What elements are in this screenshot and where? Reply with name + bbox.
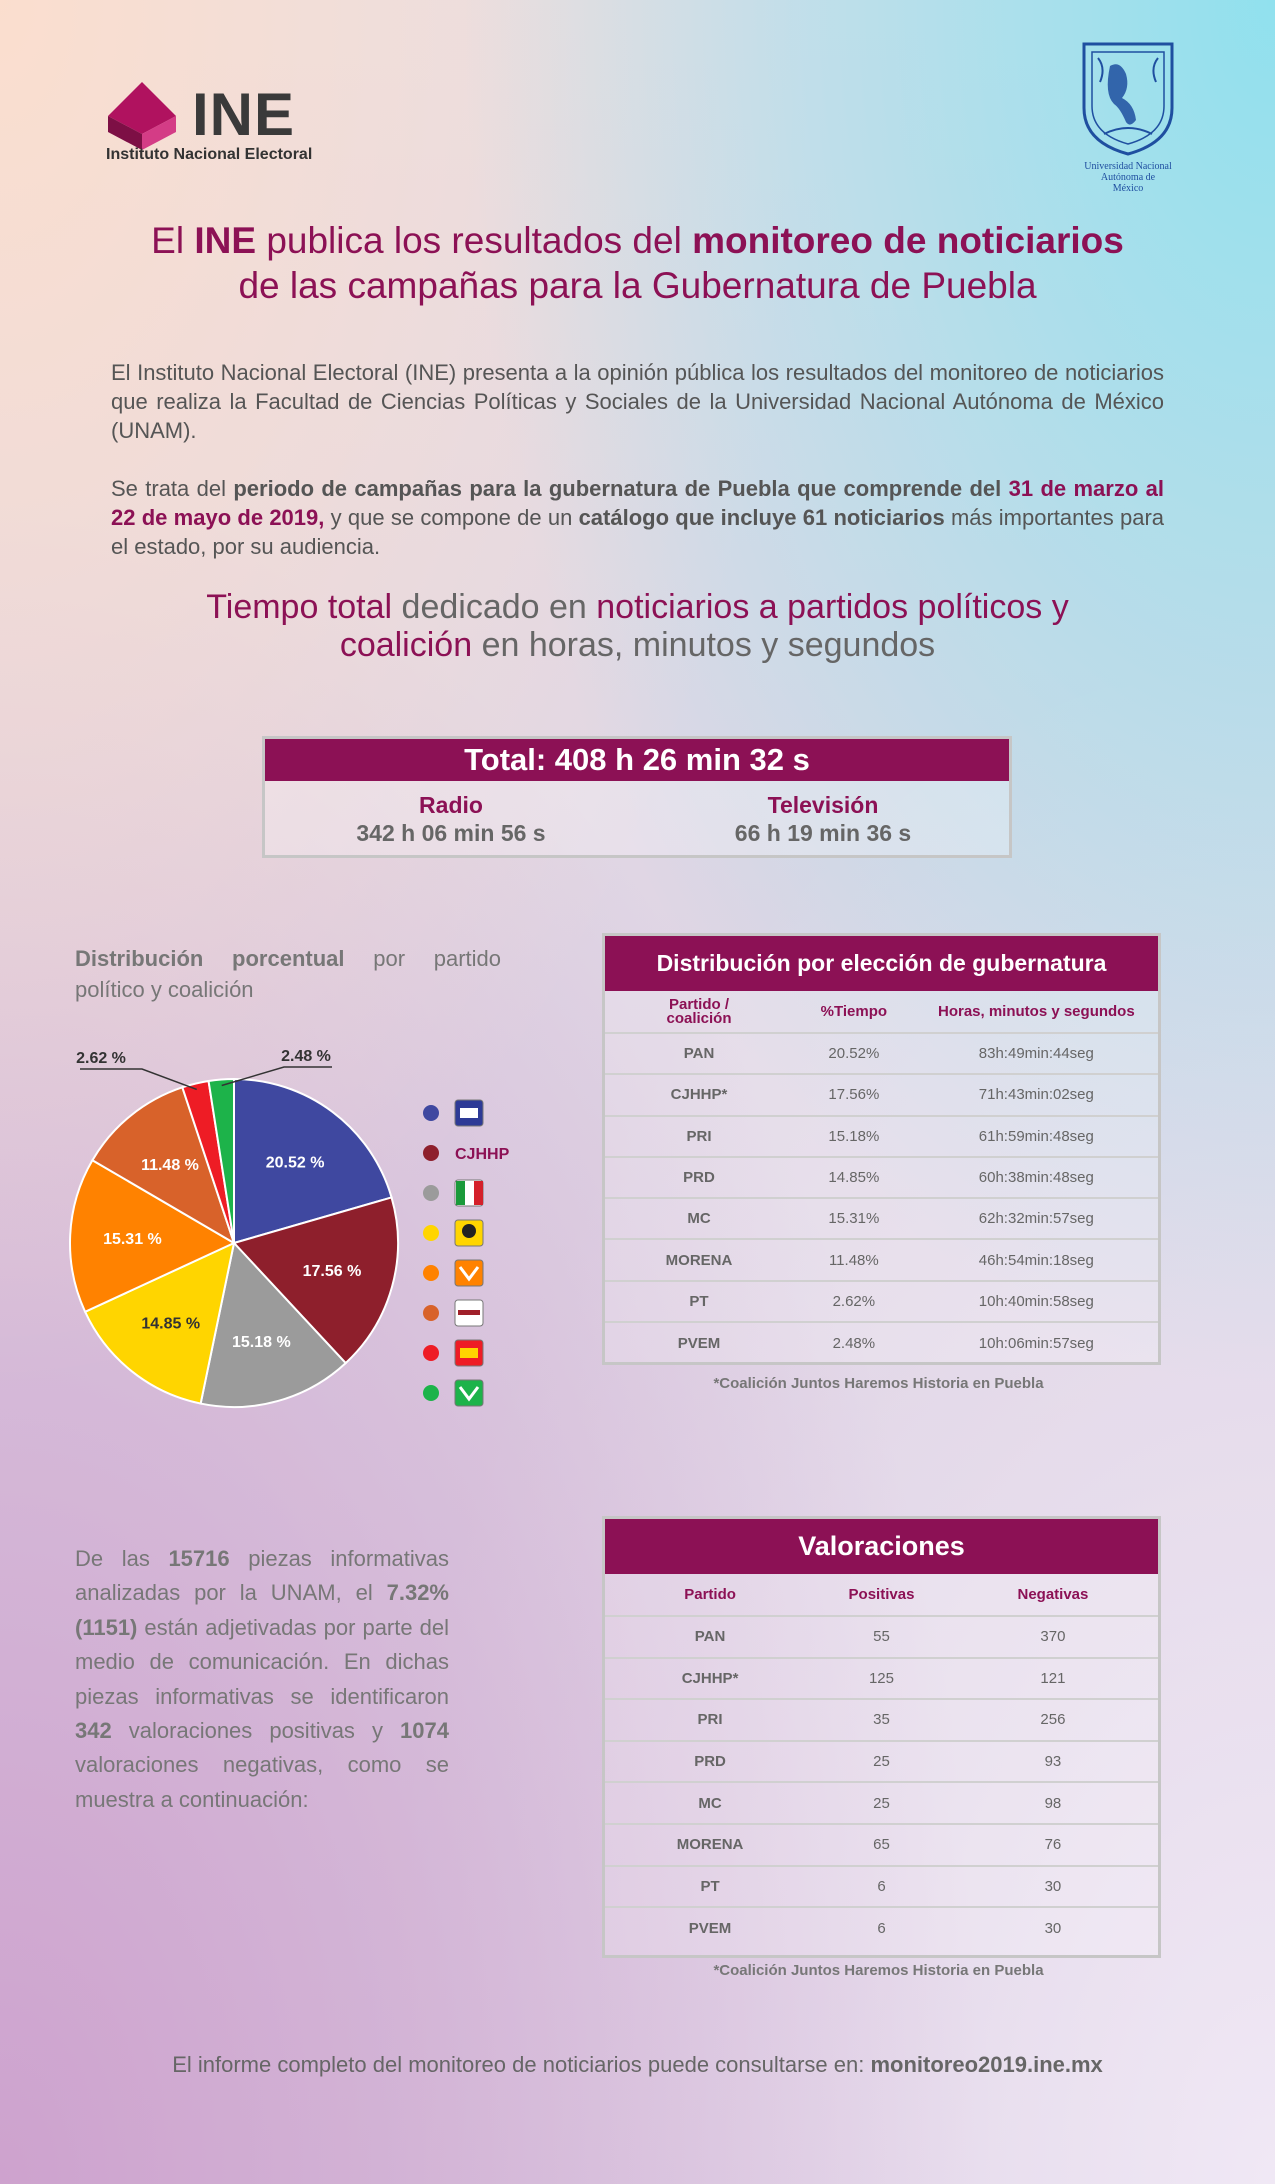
row-positivas: 35 bbox=[873, 1711, 890, 1729]
row-positivas: 55 bbox=[873, 1628, 890, 1646]
footer: El informe completo del monitoreo de noticiarios puede consultarse en: monitoreo2019.ine.mx bbox=[172, 2052, 1103, 2077]
distribution-table bbox=[602, 933, 1161, 1365]
pie-data-label: 15.31 % bbox=[103, 1231, 162, 1249]
unam-line2: Autónoma de bbox=[1100, 172, 1156, 183]
table-row bbox=[605, 1322, 1158, 1363]
legend-dot-mc bbox=[423, 1265, 439, 1281]
row-party: PVEM bbox=[688, 1919, 732, 1937]
row-party: MORENA bbox=[665, 1251, 733, 1269]
legend-label-cjhhp: CJHHP bbox=[455, 1146, 510, 1163]
row-time: 62h:32min:57seg bbox=[978, 1210, 1094, 1228]
pie-data-label: 11.48 % bbox=[141, 1157, 199, 1175]
row-pct: 15.18% bbox=[828, 1127, 880, 1145]
valoraciones-table-title: Valoraciones bbox=[605, 1519, 1158, 1574]
table-row bbox=[605, 1824, 1158, 1866]
unam-logo bbox=[1070, 38, 1186, 198]
intro-paragraph: El Instituto Nacional Electoral (INE) presenta a la opinión pública los resultados del monitoreo de noticiarios que realiza la Facultad de Ciencias Políticas y Sociales de la Universidad Nacional Autónoma de México (UNAM). bbox=[111, 360, 1164, 443]
row-pct: 20.52% bbox=[828, 1045, 880, 1063]
row-negativas: 121 bbox=[1040, 1669, 1066, 1687]
pie-data-label: 15.18 % bbox=[231, 1333, 291, 1351]
tv-total bbox=[637, 791, 1009, 847]
unam-line1: Universidad Nacional bbox=[1084, 161, 1172, 172]
pan-logo-icon bbox=[455, 1100, 483, 1126]
radio-value: 342 h 06 min 56 s bbox=[356, 820, 546, 846]
row-party: PRI bbox=[697, 1711, 723, 1729]
row-party: PRD bbox=[683, 1169, 715, 1187]
table-row bbox=[605, 1741, 1158, 1783]
distribution-table-title: Distribución por elección de gubernatura bbox=[605, 936, 1158, 991]
row-positivas: 6 bbox=[877, 1877, 886, 1895]
row-pct: 11.48% bbox=[828, 1251, 879, 1269]
row-positivas: 25 bbox=[873, 1753, 890, 1771]
pie-caption: Distribución porcentual por partido político y coalición bbox=[75, 946, 501, 1002]
row-pct: 14.85% bbox=[828, 1169, 880, 1187]
row-time: 10h:40min:58seg bbox=[978, 1292, 1094, 1310]
row-time: 46h:54min:18seg bbox=[978, 1251, 1094, 1269]
total-time-header: Total: 408 h 26 min 32 s bbox=[265, 739, 1009, 781]
row-party: PAN bbox=[683, 1045, 715, 1063]
row-party: PT bbox=[689, 1292, 709, 1310]
col-time: Horas, minutos y segundos bbox=[937, 1003, 1135, 1020]
row-positivas: 65 bbox=[873, 1836, 890, 1854]
valoraciones-note: *Coalición Juntos Haremos Historia en Puebla bbox=[713, 1962, 1044, 1979]
mc-logo-icon bbox=[455, 1340, 483, 1366]
unam-line3: México bbox=[1112, 183, 1144, 194]
table-row bbox=[605, 1074, 1158, 1115]
row-pct: 2.62% bbox=[832, 1292, 876, 1310]
row-negativas: 30 bbox=[1044, 1877, 1062, 1895]
ine-wordmark: INE bbox=[192, 81, 296, 148]
row-time: 10h:06min:57seg bbox=[978, 1334, 1094, 1352]
row-time: 61h:59min:48seg bbox=[978, 1127, 1094, 1145]
prd-logo-icon bbox=[455, 1220, 483, 1246]
row-negativas: 30 bbox=[1044, 1919, 1062, 1937]
pie-data-label: 17.56 % bbox=[302, 1263, 362, 1281]
tv-value: 66 h 19 min 36 s bbox=[734, 820, 912, 846]
table-row bbox=[605, 1116, 1158, 1157]
radio-total bbox=[265, 791, 637, 847]
pri-logo-icon bbox=[455, 1180, 483, 1206]
row-party: MC bbox=[698, 1794, 722, 1812]
row-pct: 15.31% bbox=[828, 1210, 880, 1228]
radio-label: Radio bbox=[419, 792, 483, 818]
table-row bbox=[605, 1239, 1158, 1280]
table-row bbox=[605, 1198, 1158, 1239]
row-negativas: 370 bbox=[1040, 1628, 1066, 1646]
row-party: MC bbox=[687, 1210, 711, 1228]
row-party: PRD bbox=[694, 1753, 726, 1771]
tv-label: Televisión bbox=[767, 792, 879, 818]
col-pct: %Tiempo bbox=[820, 1003, 888, 1020]
table-row bbox=[605, 1281, 1158, 1322]
ine-mark-icon bbox=[104, 82, 194, 152]
pie-leader-line bbox=[80, 1069, 197, 1089]
row-negativas: 76 bbox=[1044, 1836, 1062, 1854]
row-positivas: 25 bbox=[873, 1794, 890, 1812]
row-time: 60h:38min:48seg bbox=[978, 1169, 1094, 1187]
morena-logo-icon bbox=[455, 1380, 483, 1406]
ine-logo bbox=[104, 80, 364, 170]
verde-logo-icon bbox=[455, 1300, 483, 1326]
row-party: CJHHP* bbox=[670, 1086, 728, 1104]
row-negativas: 98 bbox=[1044, 1794, 1062, 1812]
row-party: PRI bbox=[686, 1127, 712, 1145]
col-partido: Partido bbox=[684, 1586, 736, 1603]
col-negativas: Negativas bbox=[1017, 1586, 1089, 1603]
table-row bbox=[605, 1658, 1158, 1700]
table-row bbox=[605, 1157, 1158, 1198]
legend-dot-cjhhp bbox=[423, 1145, 439, 1161]
table-row bbox=[605, 1907, 1158, 1949]
row-pct: 17.56% bbox=[828, 1086, 880, 1104]
pie-data-label: 14.85 % bbox=[141, 1315, 201, 1333]
row-party: CJHHP* bbox=[681, 1669, 739, 1687]
pie-chart bbox=[50, 1025, 510, 1425]
row-pct: 2.48% bbox=[832, 1334, 876, 1352]
legend-dot-morena bbox=[423, 1305, 439, 1321]
col-positivas: Positivas bbox=[848, 1586, 915, 1603]
row-negativas: 256 bbox=[1040, 1711, 1066, 1729]
table-row bbox=[605, 1782, 1158, 1824]
footer-link[interactable]: monitoreo2019.ine.mx bbox=[870, 2052, 1103, 2077]
table-row bbox=[605, 1033, 1158, 1074]
pie-data-label: 2.62 % bbox=[76, 1050, 126, 1067]
page-title: El INE publica los resultados del monitoreo de noticiarios de las campañas para la Gubernatura de Puebla bbox=[151, 220, 1124, 306]
valoraciones-paragraph: De las 15716 piezas informativas analizadas por la UNAM, el 7.32% (1151) están adjetivadas por parte del medio de comunicación. En dichas piezas informativas se identificaron 342 valoraciones positivas y 1074 valoraciones negativas, como se muestra a continuación: bbox=[75, 1546, 449, 1812]
valoraciones-table bbox=[602, 1516, 1161, 1958]
row-time: 71h:43min:02seg bbox=[978, 1086, 1094, 1104]
period-paragraph: Se trata del periodo de campañas para la gubernatura de Puebla que comprende del 31 de marzo al 22 de mayo de 2019, y que se compone de un catálogo que incluye 61 noticiarios más importantes para el estado, por su audiencia. bbox=[111, 476, 1165, 559]
legend-dot-pvem bbox=[423, 1385, 439, 1401]
total-time-box bbox=[262, 736, 1012, 858]
row-party: PT bbox=[700, 1877, 720, 1895]
col-party: Partido / coalición bbox=[666, 995, 732, 1027]
row-party: MORENA bbox=[676, 1836, 744, 1854]
pie-data-label: 2.48 % bbox=[281, 1048, 331, 1065]
unam-shield-icon bbox=[1076, 38, 1180, 156]
pt-logo-icon bbox=[455, 1260, 483, 1286]
legend-dot-pt bbox=[423, 1345, 439, 1361]
row-party: PVEM bbox=[677, 1334, 721, 1352]
row-negativas: 93 bbox=[1044, 1753, 1062, 1771]
legend-dot-pri bbox=[423, 1185, 439, 1201]
row-positivas: 6 bbox=[877, 1919, 886, 1937]
section-subtitle: Tiempo total dedicado en noticiarios a partidos políticos y coalición en horas, minutos y segundos bbox=[206, 588, 1069, 664]
ine-subtitle: Instituto Nacional Electoral bbox=[106, 146, 313, 163]
pie-data-label: 20.52 % bbox=[265, 1154, 325, 1172]
legend-dot-prd bbox=[423, 1225, 439, 1241]
row-positivas: 125 bbox=[868, 1669, 894, 1687]
table-row bbox=[605, 1866, 1158, 1908]
row-party: PAN bbox=[694, 1628, 726, 1646]
row-time: 83h:49min:44seg bbox=[978, 1045, 1094, 1063]
distribution-note: *Coalición Juntos Haremos Historia en Puebla bbox=[713, 1375, 1044, 1392]
table-row bbox=[605, 1616, 1158, 1658]
table-row bbox=[605, 1699, 1158, 1741]
legend-dot-pan bbox=[423, 1105, 439, 1121]
